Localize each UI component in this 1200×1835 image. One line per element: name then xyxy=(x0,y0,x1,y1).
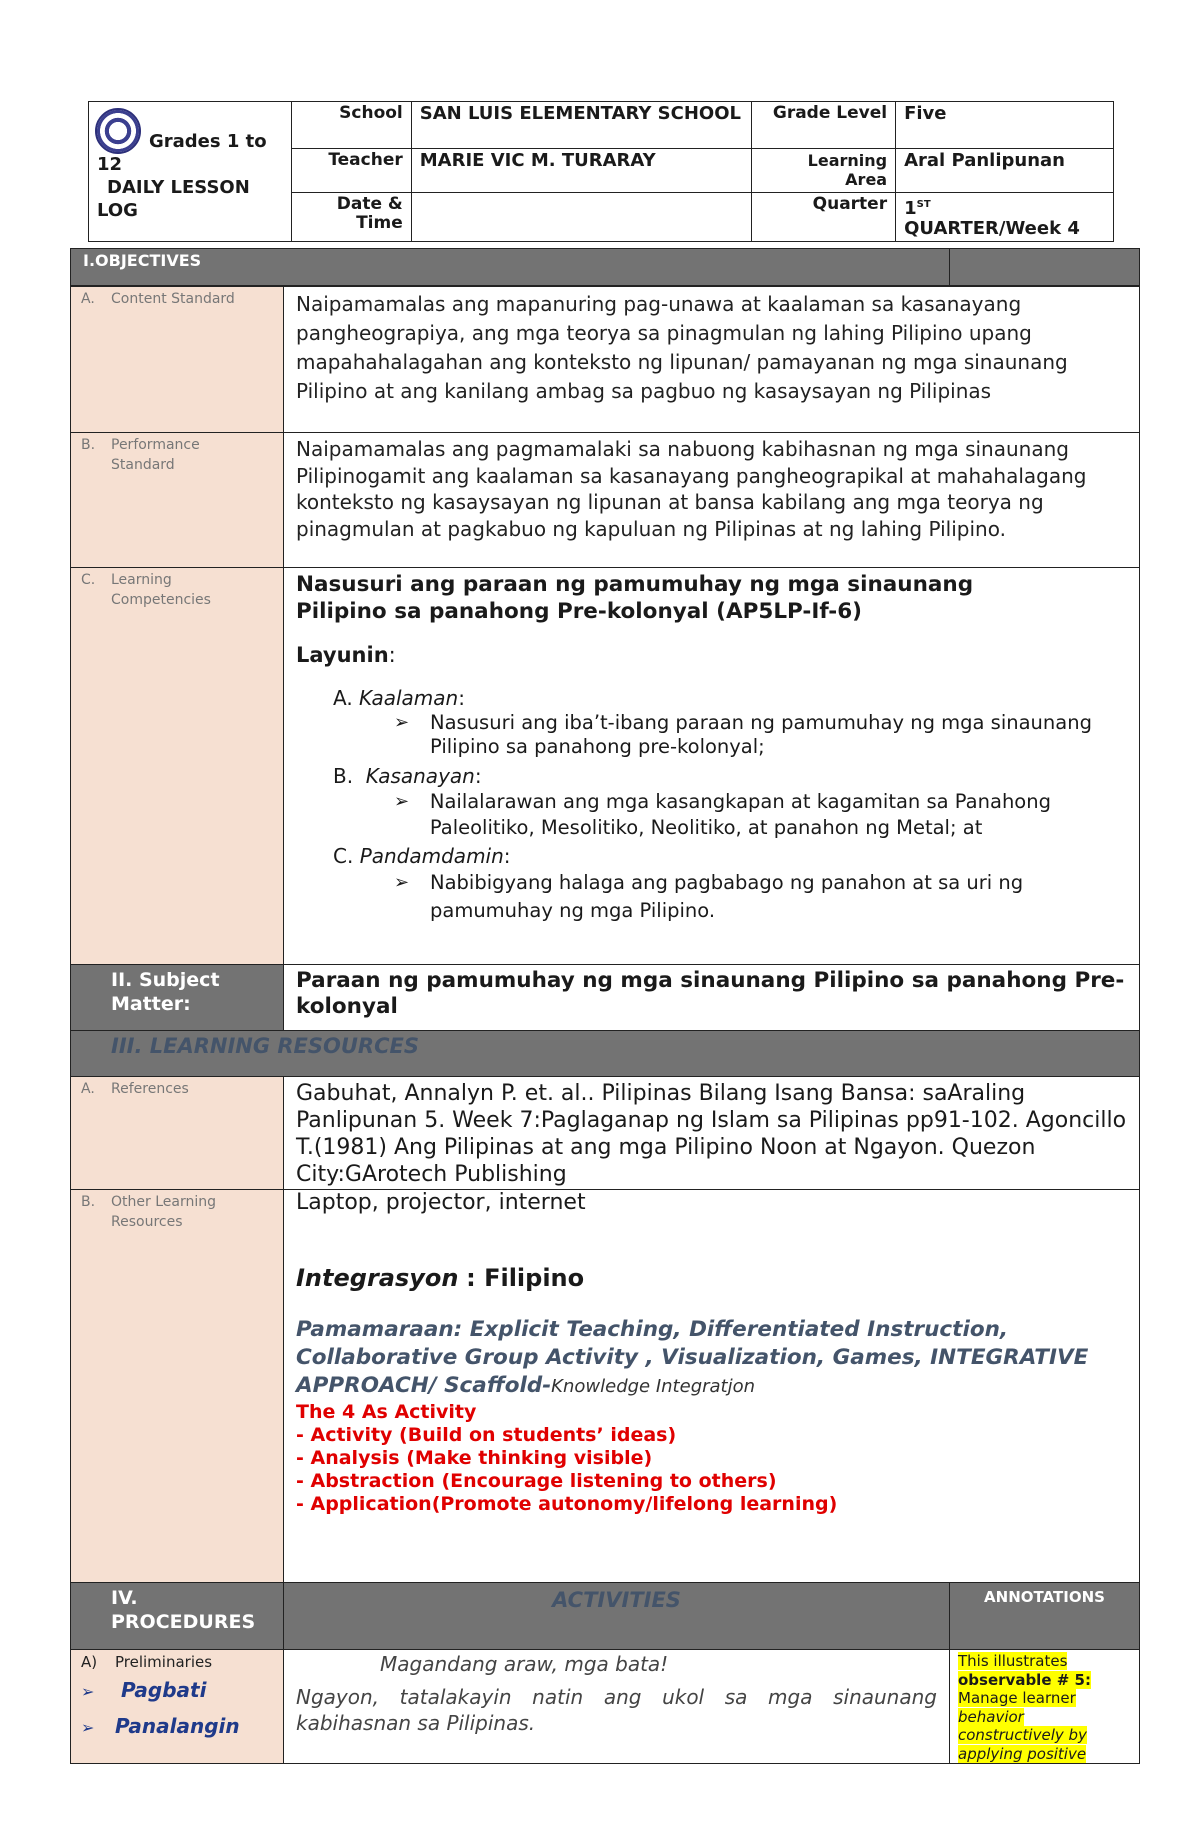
preliminaries-activity xyxy=(283,1649,950,1764)
objective-item-a-detail: ➢ Nasusuri ang iba’t-ibang paraan ng pamumuhay ng mga sinaunang Pilipino sa panahong pre-kolonyal; xyxy=(394,711,1092,758)
date-label: Date & Time xyxy=(291,193,411,242)
performance-standard-label: B. Performance Standard xyxy=(70,432,284,568)
performance-standard-text: Naipamamalas ang pagmamalaki sa nabuong kabihasnan ng mga sinaunang Pilipinogamit ang kaalaman sa kasanayang pangheograpikal at mahahalagang konteksto ng kasaysayan ng lipunan at bansa kabilang ang mga teorya ng pinagmulan at pagkabuo ng kapuluan ng Pilipinas at ng lahing Pilipino. xyxy=(283,432,1140,568)
quarter-label: Quarter xyxy=(752,193,896,242)
content-standard-text: Naipamamalas ang mapanuring pag-unawa at kaalaman sa kasanayang pangheograpiya, ang mga teorya sa pinagmulan ng lahing Pilipino upang mapahahalagahan ang konteksto ng lipunan/ pamayanan ng mga sinaunang Pilipino at ang kanilang ambag sa pagbuo ng kasaysayan ng Pilipinas xyxy=(283,286,1140,433)
school-label: School xyxy=(291,102,411,149)
methods-text: Pamamaraan: Explicit Teaching, Differentiated Instruction, Collaborative Group Activity , Visualization, Games, INTEGRATIVE APPROACH/ Scaffold-Knowledge Integratjon xyxy=(296,1317,1089,1398)
layunin-heading: Layunin: xyxy=(296,643,396,667)
objectives-band xyxy=(70,248,950,286)
activities-header: ACTIVITIES xyxy=(552,1588,681,1612)
preliminaries-label: A) Preliminaries ➢ Pagbati ➢ Panalangin xyxy=(70,1649,284,1764)
header-table xyxy=(88,101,1114,242)
four-as-item: - Abstraction (Encourage listening to others) xyxy=(296,1470,777,1492)
quarter-value: 1ST QUARTER/Week 4 xyxy=(896,193,1114,242)
logo-cell xyxy=(89,102,292,242)
four-as-item: - Activity (Build on students’ ideas) xyxy=(296,1424,677,1446)
grade-label: Grade Level xyxy=(752,102,896,149)
activities-header-cell xyxy=(283,1582,950,1650)
teacher-value: MARIE VIC M. TURARAY xyxy=(411,149,751,193)
references-text: Gabuhat, Annalyn P. et. al.. Pilipinas Bilang Isang Bansa: saAraling Panlipunan 5. Week 7:Paglaganap ng Islam sa Pilipinas pp91-102. Agoncillo T.(1981) Ang Pilipinas at ang mga Pilipino Noon at Ngayon. Quezon City:GArotech Publishing xyxy=(283,1076,1140,1190)
integration-line: Integrasyon : Filipino xyxy=(296,1264,585,1292)
greeting-text: Magandang araw, mga bata! xyxy=(380,1652,669,1676)
content-standard-label: A. Content Standard xyxy=(70,286,284,433)
procedures-label: IV. PROCEDURES xyxy=(70,1582,284,1650)
step-pagbati: ➢ Pagbati xyxy=(81,1678,207,1702)
objectives-title: I.OBJECTIVES xyxy=(83,251,202,270)
learning-competencies-label: C. Learning Competencies xyxy=(70,567,284,965)
objectives-band-right xyxy=(949,248,1140,286)
subject-matter-label: II. Subject Matter: xyxy=(70,964,284,1031)
objective-item-c-detail: ➢ Nabibigyang halaga ang pagbabago ng panahon at sa uri ng pamumuhay ng mga Pilipino. xyxy=(394,869,1127,925)
subject-matter-text: Paraan ng pamumuhay ng mga sinaunang Pilipino sa panahong Pre-kolonyal xyxy=(283,964,1140,1031)
other-resources-label: B. Other Learning Resources xyxy=(70,1189,284,1583)
objective-item-a: A. Kaalaman: xyxy=(333,686,465,710)
activity-text: Ngayon, tatalakayin natin ang ukol sa mga sinaunang kabihasnan sa Pilipinas. xyxy=(296,1685,937,1735)
arrow-bullet-icon: ➢ xyxy=(81,1682,95,1701)
logo-line2: DAILY LESSON LOG xyxy=(97,177,250,221)
resources-band xyxy=(70,1030,1140,1077)
other-resources-cell xyxy=(283,1189,1140,1583)
annotation-cell: This illustrates observable # 5: Manage learner behavior constructively by applying positive xyxy=(949,1649,1140,1764)
arrow-bullet-icon: ➢ xyxy=(81,1718,95,1737)
learning-competencies-cell xyxy=(283,567,1140,965)
four-as-title: The 4 As Activity xyxy=(296,1401,477,1423)
objective-item-b: B. Kasanayan: xyxy=(333,764,482,788)
area-label: Learning Area xyxy=(752,149,896,193)
annotations-header: ANNOTATIONS xyxy=(984,1588,1105,1606)
step-panalangin: ➢ Panalangin xyxy=(81,1714,240,1738)
annotations-header-cell xyxy=(949,1582,1140,1650)
arrow-bullet-icon: ➢ xyxy=(394,712,410,733)
competency-heading: Nasusuri ang paraan ng pamumuhay ng mga sinaunang Pilipino sa panahong Pre-kolonyal (AP5LP-If-6) xyxy=(296,572,974,624)
logo-line1: Grades 1 to 12 xyxy=(97,131,267,175)
arrow-bullet-icon: ➢ xyxy=(394,872,410,893)
references-label: A. References xyxy=(70,1076,284,1190)
school-value: SAN LUIS ELEMENTARY SCHOOL xyxy=(411,102,751,149)
resources-title: III. LEARNING RESOURCES xyxy=(111,1034,419,1058)
four-as-item: - Analysis (Make thinking visible) xyxy=(296,1447,653,1469)
materials-text: Laptop, projector, internet xyxy=(296,1190,586,1215)
deped-seal-icon xyxy=(95,108,141,154)
objective-item-c: C. Pandamdamin: xyxy=(333,844,511,868)
grade-value: Five xyxy=(896,102,1114,149)
objective-item-b-detail: ➢ Nailalarawan ang mga kasangkapan at kagamitan sa Panahong Paleolitiko, Mesolitiko, Neolitiko, at panahon ng Metal; at xyxy=(394,790,1051,839)
date-value xyxy=(411,193,751,242)
teacher-label: Teacher xyxy=(291,149,411,193)
arrow-bullet-icon: ➢ xyxy=(394,791,410,812)
four-as-item: - Application(Promote autonomy/lifelong learning) xyxy=(296,1493,838,1515)
area-value: Aral Panlipunan xyxy=(896,149,1114,193)
